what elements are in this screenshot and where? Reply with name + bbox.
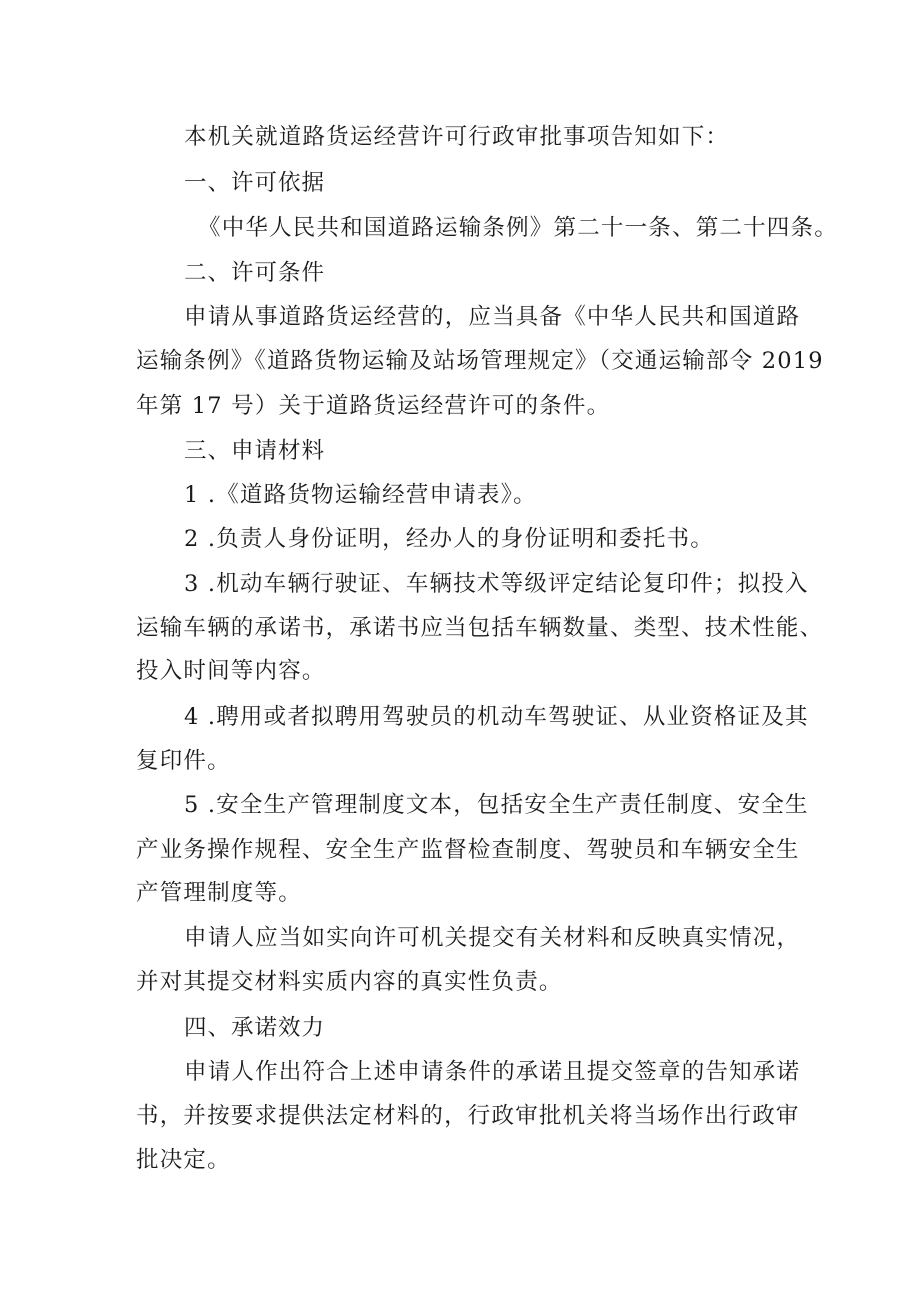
intro-line: 本机关就道路货运经营许可行政审批事项告知如下：: [184, 124, 730, 150]
paragraph-line: 运输车辆的承诺书，承诺书应当包括车辆数量、类型、技术性能、: [136, 615, 824, 641]
paragraph-line: 申请人作出符合上述申请条件的承诺且提交签章的告知承诺: [184, 1059, 801, 1085]
paragraph-line: 产业务操作规程、安全生产监督检查制度、驾驶员和车辆安全生: [136, 837, 800, 863]
paragraph-line: 产管理制度等。: [136, 880, 302, 906]
paragraph-line: 批决定。: [136, 1147, 231, 1173]
paragraph-line: 年第 17 号）关于道路货运经营许可的条件。: [136, 393, 611, 419]
paragraph-line: 复印件。: [136, 748, 231, 774]
section-heading-2: 二、许可条件: [184, 260, 326, 286]
list-item: 4 .聘用或者拟聘用驾驶员的机动车驾驶证、从业资格证及其: [184, 704, 809, 730]
section-heading-3: 三、申请材料: [184, 438, 326, 464]
list-item: 1 .《道路货物运输经营申请表》。: [184, 482, 537, 508]
paragraph-line: 并对其提交材料实质内容的真实性负责。: [136, 969, 563, 995]
section-heading-4: 四、承诺效力: [184, 1015, 326, 1041]
section-heading-1: 一、许可依据: [184, 170, 326, 196]
list-item: 5 .安全生产管理制度文本，包括安全生产责任制度、安全生: [184, 792, 809, 818]
list-item: 3 .机动车辆行驶证、车辆技术等级评定结论复印件；拟投入: [184, 571, 809, 597]
paragraph-line: 申请人应当如实向许可机关提交有关材料和反映真实情况，: [184, 925, 801, 951]
paragraph-line: 书，并按要求提供法定材料的，行政审批机关将当场作出行政审: [136, 1103, 800, 1129]
paragraph-line: 申请从事道路货运经营的，应当具备《中华人民共和国道路: [184, 304, 801, 330]
paragraph-line: 《中华人民共和国道路运输条例》第二十一条、第二十四条。: [198, 215, 838, 241]
paragraph-line: 投入时间等内容。: [136, 658, 326, 684]
paragraph-line: 运输条例》《道路货物运输及站场管理规定》（交通运输部令 2019: [136, 348, 824, 374]
list-item: 2 .负责人身份证明，经办人的身份证明和委托书。: [184, 526, 714, 552]
